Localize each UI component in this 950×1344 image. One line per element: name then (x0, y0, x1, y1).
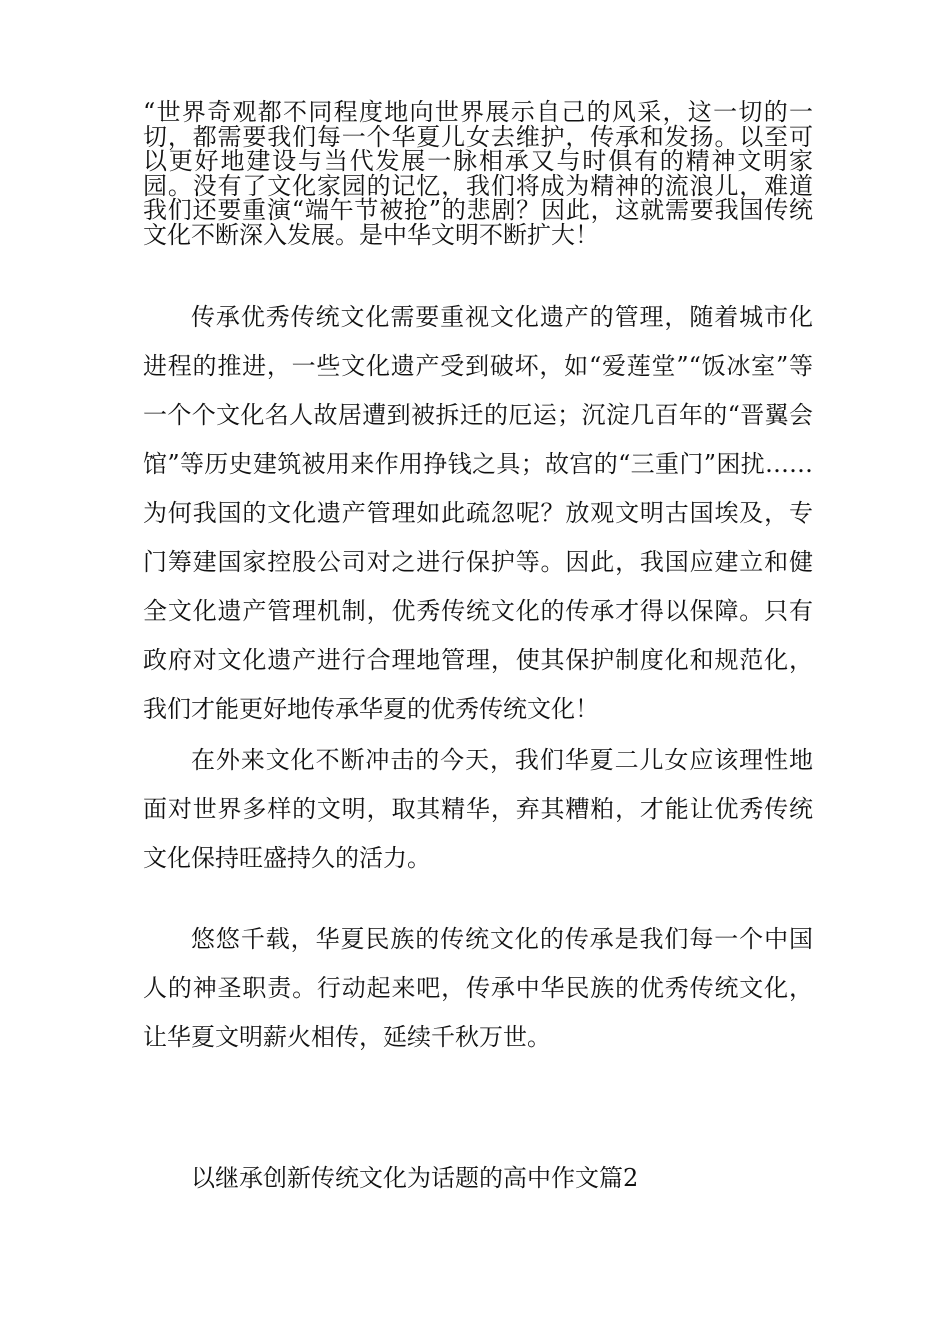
section-heading: 以继承创新传统文化为话题的高中作文篇2 (191, 1164, 639, 1192)
paragraph-3: 在外来文化不断冲击的今天，我们华夏二儿女应该理性地面对世界多样的文明，取其精华，弃其糟粕，才能让优秀传统文化保持旺盛持久的活力。 (143, 746, 813, 872)
paragraph-1: “世界奇观都不同程度地向世界展示自己的风采，这一切的一切，都需要我们每一个华夏儿女去维护，传承和发扬。以至可以更好地建设与当代发展一脉相承又与时俱有的精神文明家园。没有了文化家园的记忆，我们将成为精神的流浪儿，难道我们还要重演“端午节被抢”的悲剧？因此，这就需要我国传统文化不断深入发展。是中华文明不断扩大！ (143, 98, 813, 249)
paragraph-2: 传承优秀传统文化需要重视文化遗产的管理，随着城市化进程的推进，一些文化遗产受到破坏，如“爱莲堂”“饭冰室”等一个个文化名人故居遭到被拆迁的厄运；沉淀几百年的“晋翼会馆”等历史建筑被用来作用挣钱之具；故宫的“三重门”困扰……为何我国的文化遗产管理如此疏忽呢？放观文明古国埃及，专门筹建国家控股公司对之进行保护等。因此，我国应建立和健全文化遗产管理机制，优秀传统文化的传承才得以保障。只有政府对文化遗产进行合理地管理，使其保护制度化和规范化，我们才能更好地传承华夏的优秀传统文化！ (143, 303, 813, 723)
paragraph-4: 悠悠千载，华夏民族的传统文化的传承是我们每一个中国人的神圣职责。行动起来吧，传承中华民族的优秀传统文化，让华夏文明薪火相传，延续千秋万世。 (143, 925, 813, 1051)
